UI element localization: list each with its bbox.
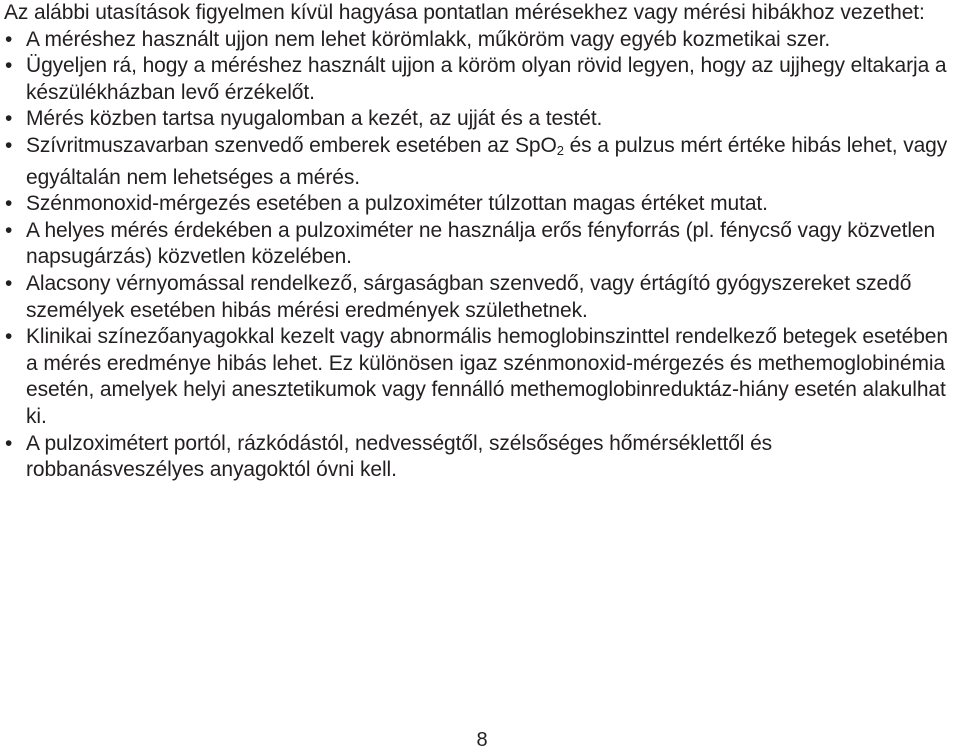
list-item: [4, 431, 954, 484]
page-number: 8: [476, 729, 488, 751]
list-item: [4, 218, 954, 271]
list-item-text-before: Szívritmuszavarban szenvedő emberek esetében az SpO: [26, 133, 557, 157]
bullet-icon: •: [5, 325, 13, 349]
list-item-text: Alacsony vérnyomással rendelkező, sárgaságban szenvedő, vagy értágító gyógyszereket szedő személyek esetében hibás mérési eredmények születhetnek.: [26, 271, 912, 322]
list-item-text: Mérés közben tartsa nyugalomban a kezét, az ujját és a testét.: [26, 107, 603, 131]
list-item-text: Szénmonoxid-mérgezés esetében a pulzoximéter túlzottan magas értéket mutat.: [26, 192, 768, 216]
list-item-text: Ügyeljen rá, hogy a méréshez használt ujjon a köröm olyan rövid legyen, hogy az ujjhegy eltakarja a készülékházban levő érzékelőt.: [26, 54, 947, 104]
list-item-text: A méréshez használt ujjon nem lehet körömlakk, műköröm vagy egyéb kozmetikai szer.: [26, 27, 831, 51]
list-item-text: Klinikai színezőanyagokkal kezelt vagy abnormális hemoglobinszinttel rendelkező betegek esetében a mérés eredménye hibás lehet. Ez különösen igaz szénmonoxid-mérgezés és methemoglobinémia esetén, amelyek helyi anesztetikumok vagy fennálló methemoglobinreduktáz-hiány esetén alakulhat ki.: [26, 325, 948, 428]
list-item: [4, 271, 954, 324]
list-item: [4, 106, 954, 133]
bullet-icon: •: [5, 107, 13, 131]
list-item: [4, 191, 954, 218]
list-item-text: A helyes mérés érdekében a pulzoximéter ne használja erős fényforrás (pl. fénycső vagy közvetlen napsugárzás) közvetlen közelében.: [26, 218, 936, 269]
warning-text-block: [4, 0, 954, 484]
list-item: [4, 27, 954, 54]
warning-list: [4, 27, 954, 484]
list-item: [4, 53, 954, 106]
list-item: [4, 133, 954, 191]
intro-paragraph: Az alábbi utasítások figyelmen kívül hagyása pontatlan mérésekhez vagy mérési hibákhoz vezethet:: [4, 1, 925, 24]
bullet-icon: •: [5, 192, 13, 216]
bullet-icon: •: [5, 133, 13, 157]
list-item-text-after: és a pulzus mért értéke hibás lehet, vagy egyáltalán nem lehetséges a mérés.: [26, 133, 948, 189]
list-item-text: [26, 134, 947, 189]
list-item-text: A pulzoximétert portól, rázkódástól, nedvességtől, szélsőséges hőmérséklettől és robbanásveszélyes anyagoktól óvni kell.: [26, 431, 773, 482]
bullet-icon: •: [5, 271, 13, 295]
list-item: [4, 324, 954, 430]
bullet-icon: •: [5, 54, 13, 78]
bullet-icon: •: [5, 218, 13, 242]
bullet-icon: •: [5, 27, 13, 51]
spo2-subscript: 2: [556, 142, 564, 158]
bullet-icon: •: [5, 431, 13, 455]
